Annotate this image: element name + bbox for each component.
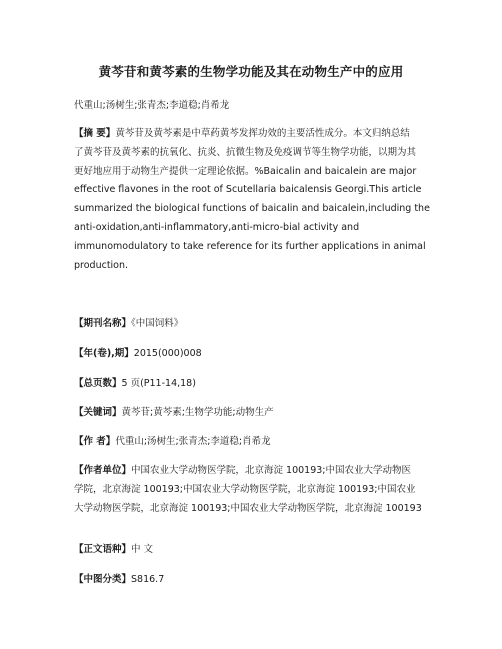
keywords-field <box>74 404 274 418</box>
affiliation-section <box>74 462 436 518</box>
abstract-section <box>74 125 436 275</box>
author-line: 代重山;汤树生;张青杰;李道稳;肖希龙 <box>74 100 230 111</box>
language-label: 【正文语种】 <box>74 544 132 555</box>
affiliation-line-3: 大学动物医学院，北京海淀 100193;中国农业大学动物医学院，北京海淀 100193 <box>74 502 422 514</box>
language-value: 中 文 <box>131 544 154 555</box>
article-title: 黄芩苷和黄芩素的生物学功能及其在动物生产中的应用 <box>98 64 404 79</box>
pages-value: 5 页(P11-14,18) <box>121 378 196 389</box>
pages-field <box>74 375 196 389</box>
author-label: 【作 者】 <box>74 436 116 447</box>
abstract-line-2: 了黄芩苷及黄芩素的抗氧化、抗炎、抗微生物及免疫调节等生物学功能，以期为其 <box>74 146 417 158</box>
language-field <box>74 541 153 555</box>
keywords-value: 黄芩苷;黄芩素;生物学功能;动物生产 <box>121 407 274 418</box>
author-field <box>74 433 271 447</box>
abstract-line-3: 更好地应用于动物生产提供一定理论依据。%Baicalin and baicalein are major <box>74 165 417 177</box>
abstract-line-8: production. <box>74 259 129 271</box>
year-label: 【年(卷),期】 <box>74 348 134 359</box>
abstract-line-6: anti-oxidation,anti-inflammatory,anti-micro-bial activity and <box>74 221 360 233</box>
abstract-label: 【摘 要】 <box>74 128 116 139</box>
abstract-line-5: summarized the biological functions of baicalin and baicalein,including the <box>74 203 430 215</box>
pages-label: 【总页数】 <box>74 378 122 389</box>
journal-field <box>74 315 183 329</box>
classification-field <box>74 571 164 585</box>
year-value: 2015(000)008 <box>133 348 202 359</box>
affiliation-label: 【作者单位】 <box>74 465 132 476</box>
classification-value: S816.7 <box>131 574 165 585</box>
affiliation-line-1: 【作者单位】中国农业大学动物医学院，北京海淀 100193;中国农业大学动物医 <box>74 465 412 476</box>
abstract-line-1: 【摘 要】黄芩苷及黄芩素是中草药黄芩发挥功效的主要活性成分。本文归纳总结 <box>74 128 410 139</box>
journal-value: 《中国饲料》 <box>131 318 184 329</box>
keywords-label: 【关键词】 <box>74 407 122 418</box>
classification-label: 【中图分类】 <box>74 574 132 585</box>
author-value: 代重山;汤树生;张青杰;李道稳;肖希龙 <box>115 436 271 447</box>
abstract-line-7: immunomodulatory to take reference for its further applications in animal <box>74 240 426 252</box>
journal-label: 【期刊名称】 <box>74 318 132 329</box>
abstract-line-4: effective flavones in the root of Scutellaria baicalensis Georgi.This article <box>74 184 422 196</box>
affiliation-line-2: 学院，北京海淀 100193;中国农业大学动物医学院，北京海淀 100193;中国农业 <box>74 483 416 495</box>
year-field <box>74 345 202 359</box>
